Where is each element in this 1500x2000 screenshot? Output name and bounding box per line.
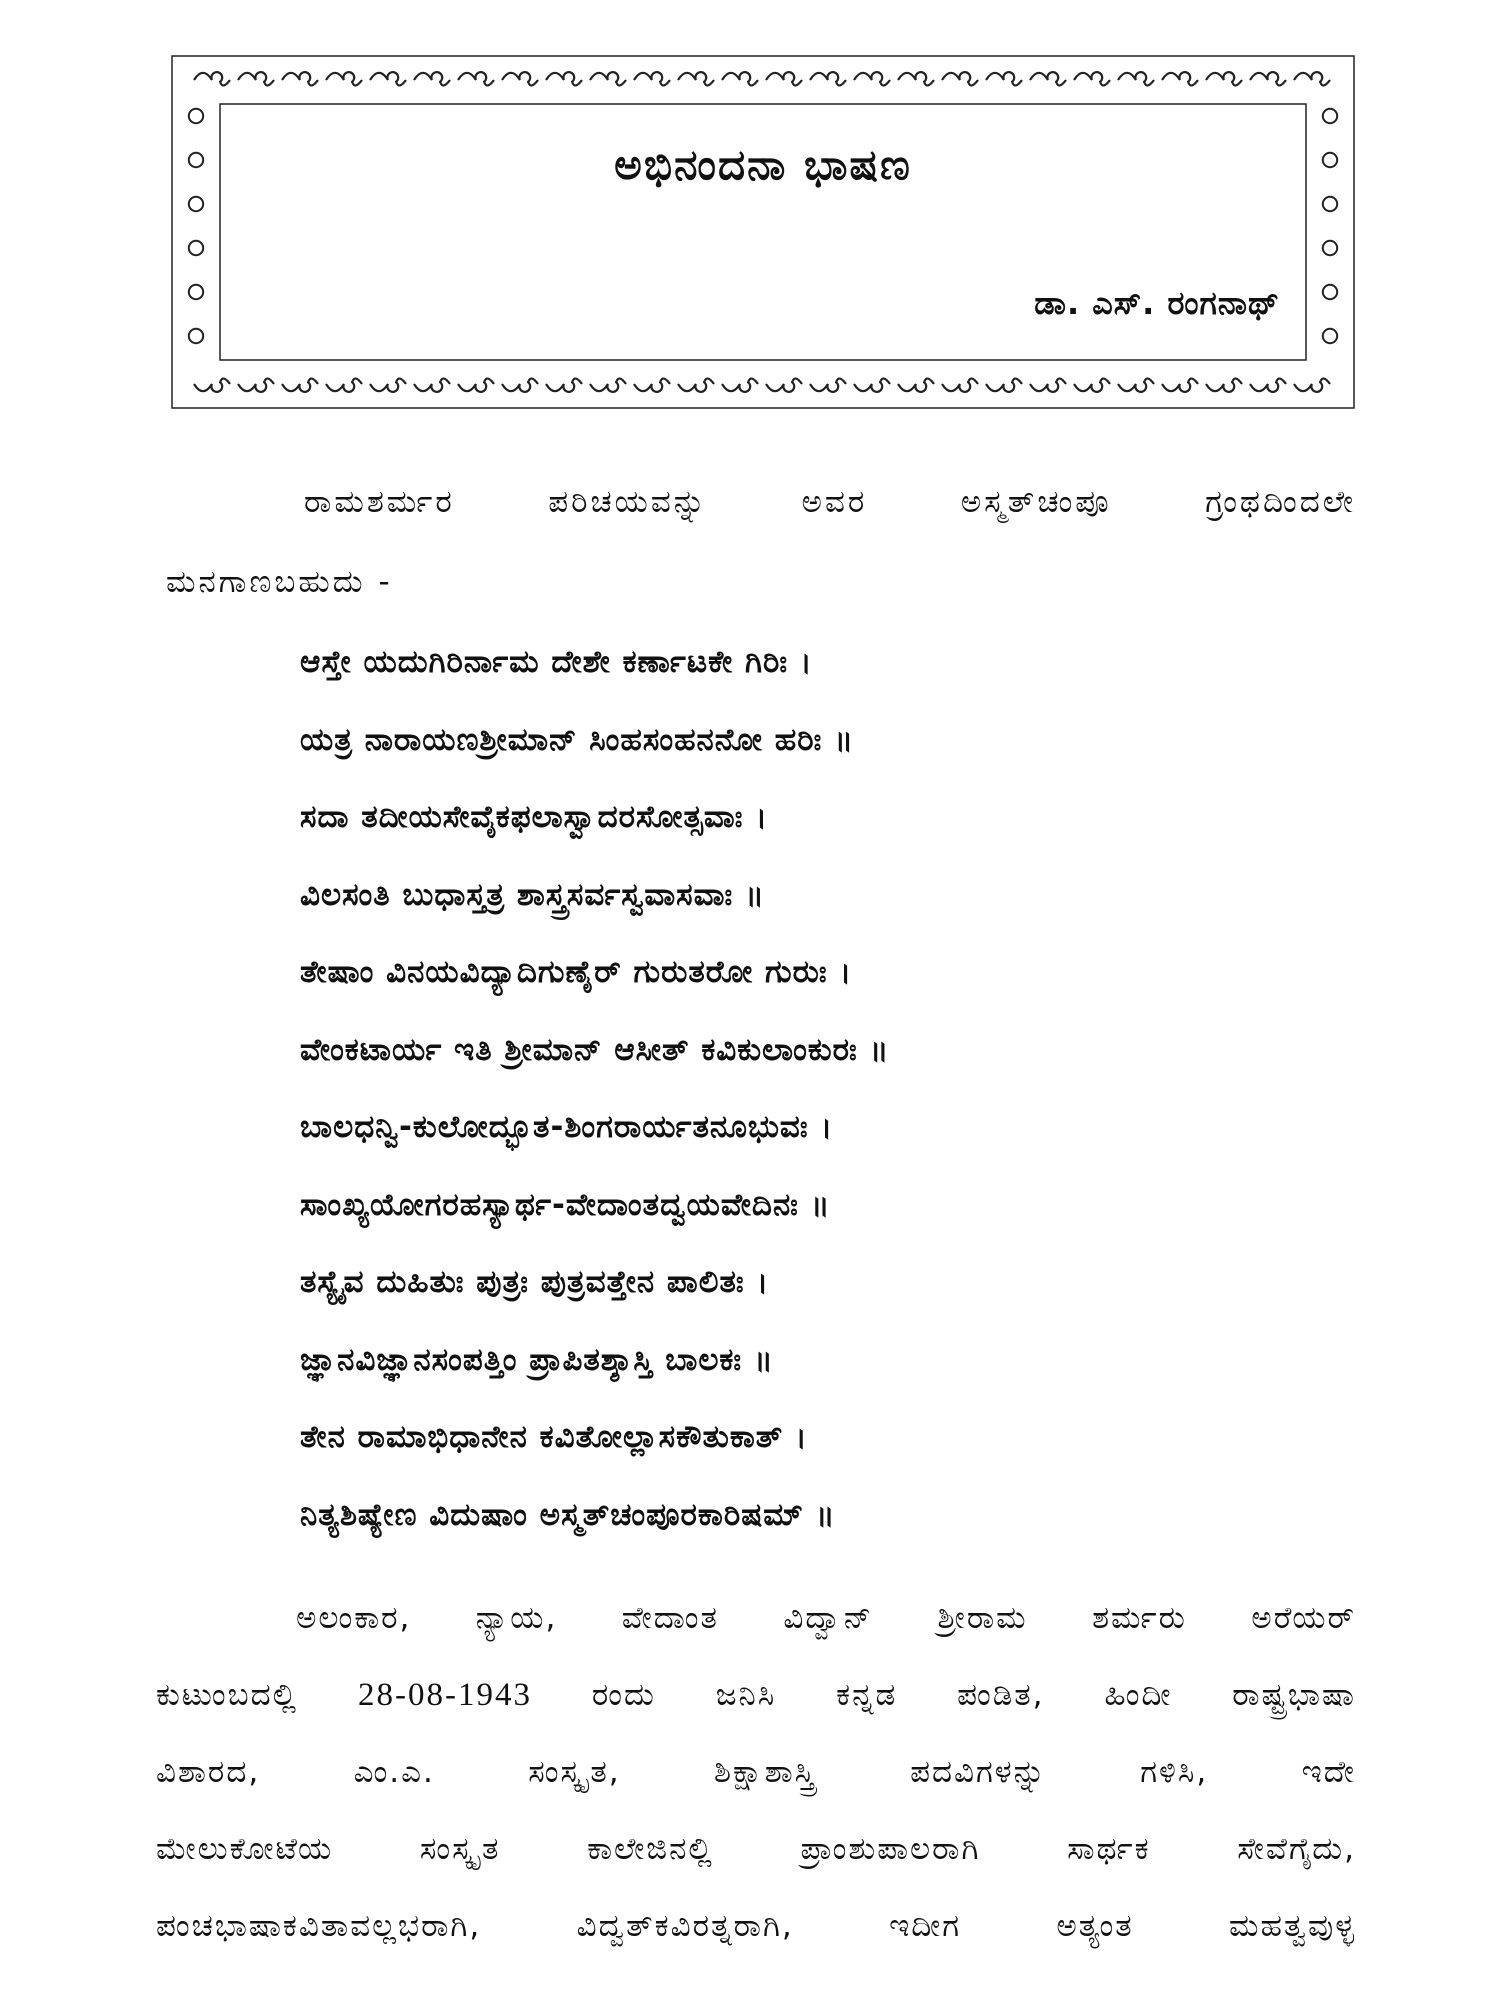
scroll-ornament (1323, 241, 1337, 255)
paragraph-line: ಮೇಲುಕೋಟೆಯ ಸಂಸ್ಕೃತ ಕಾಲೇಜಿನಲ್ಲಿ ಪ್ರಾಂಶುಪಾಲರಾಗಿ ಸಾರ್ಥಕ ಸೇವೆಗೈದು, (156, 1831, 1356, 1867)
scroll-ornament (326, 72, 362, 85)
body-paragraph (156, 1580, 1356, 1965)
paragraph-line (156, 1657, 1356, 1734)
ornamental-border (168, 52, 1358, 412)
scroll-ornament (1294, 72, 1330, 85)
intro-line: ಮನಗಾಣಬಹುದು - (166, 564, 393, 600)
scroll-ornament (590, 379, 626, 392)
paragraph-line: ಅಲಂಕಾರ, ನ್ಯಾಯ, ವೇದಾಂತ ವಿದ್ವಾನ್ ಶ್ರೀರಾಮ ಶರ್ಮರು ಅರೆಯರ್ (296, 1600, 1356, 1636)
intro-paragraph (166, 462, 1356, 622)
author-name: ಡಾ. ಎಸ್. ರಂಗನಾಥ್ (1034, 284, 1280, 322)
scroll-ornament (1206, 379, 1242, 392)
verse-line: ಸದಾ ತದೀಯಸೇವೈಕಫಲಾಸ್ವಾದರಸೋತ್ಸವಾಃ । (300, 799, 768, 835)
scroll-ornament (986, 379, 1022, 392)
verse-line: ವೇಂಕಟಾರ್ಯ ಇತಿ ಶ್ರೀಮಾನ್ ಆಸೀತ್ ಕವಿಕುಲಾಂಕುರಃ ॥ (300, 1031, 890, 1068)
scroll-ornament (1294, 379, 1330, 392)
verse-line: ತಸ್ಯೈವ ದುಹಿತುಃ ಪುತ್ರಃ ಪುತ್ರವತ್ತೇನ ಪಾಲಿತಃ । (300, 1264, 770, 1300)
scroll-ornament (189, 197, 203, 211)
scroll-ornament (238, 72, 274, 85)
verse-line: ಬಾಲಧನ್ವಿ-ಕುಲೋದ್ಭೂತ-ಶಿಂಗರಾರ್ಯತನೂಭುವಃ । (300, 1109, 834, 1145)
scroll-ornament (502, 72, 538, 85)
scroll-ornament (282, 379, 318, 392)
verse-line: ನಿತ್ಯಶಿಷ್ಯೇಣ ವಿದುಷಾಂ ಅಸ್ಮತ್‌ಚಂಪೂರಕಾರಿಷಮ್ ॥ (300, 1496, 836, 1533)
scroll-ornament (1323, 285, 1337, 299)
scroll-ornament (678, 379, 714, 392)
frame-rule (172, 56, 1354, 408)
scroll-ornament (414, 379, 450, 392)
scroll-ornament (370, 379, 406, 392)
scroll-ornament (1118, 379, 1154, 392)
scroll-ornament (854, 72, 890, 85)
scroll-ornament (1030, 379, 1066, 392)
scroll-ornament (546, 72, 582, 85)
scroll-ornament (898, 379, 934, 392)
scroll-ornament (326, 379, 362, 392)
birth-date: 28-08-1943 (357, 1677, 532, 1713)
scroll-ornament (1074, 379, 1110, 392)
scroll-ornament (502, 379, 538, 392)
paragraph-line: ಪಂಚಭಾಷಾಕವಿತಾವಲ್ಲಭರಾಗಿ, ವಿದ್ವತ್‌ಕವಿರತ್ನರಾಗಿ, ಇದೀಗ ಅತ್ಯಂತ ಮಹತ್ವವುಳ್ಳ (156, 1908, 1356, 1944)
scroll-ornament (942, 72, 978, 85)
scroll-ornament (854, 379, 890, 392)
scroll-ornament (898, 72, 934, 85)
scroll-ornament (1206, 72, 1242, 85)
verse-line: ವಿಲಸಂತಿ ಬುಧಾಸ್ತತ್ರ ಶಾಸ್ತ್ರಸರ್ವಸ್ವವಾಸವಾಃ ॥ (300, 876, 765, 913)
scroll-ornament (1250, 72, 1286, 85)
verse-line: ತೇಷಾಂ ವಿನಯವಿದ್ಯಾದಿಗುಣೈರ್ ಗುರುತರೋ ಗುರುಃ । (300, 954, 853, 990)
header-frame (168, 52, 1358, 412)
scroll-ornament (189, 241, 203, 255)
verse-line: ಸಾಂಖ್ಯಯೋಗರಹಸ್ಯಾರ್ಥ-ವೇದಾಂತದ್ವಯವೇದಿನಃ ॥ (300, 1186, 831, 1223)
scroll-ornament (189, 109, 203, 123)
scroll-ornament (634, 379, 670, 392)
scroll-ornament (1323, 329, 1337, 343)
scroll-ornament (1030, 72, 1066, 85)
scroll-ornament (370, 72, 406, 85)
verse-block (300, 624, 1300, 1554)
scroll-ornament (194, 379, 230, 392)
scroll-ornament (194, 72, 230, 85)
scroll-ornament (634, 72, 670, 85)
verse-line: ಜ್ಞಾನವಿಜ್ಞಾನಸಂಪತ್ತಿಂ ಪ್ರಾಪಿತಶ್ಶಾಸ್ತಿ ಬಾಲಕಃ ॥ (300, 1341, 774, 1378)
scroll-ornament (766, 379, 802, 392)
page-title: ಅಭಿನಂದನಾ ಭಾಷಣ (614, 140, 912, 189)
scroll-ornament (722, 379, 758, 392)
scroll-ornament (546, 379, 582, 392)
scroll-ornament (1162, 72, 1198, 85)
scroll-ornament (1162, 379, 1198, 392)
scroll-ornament (722, 72, 758, 85)
scroll-ornament (282, 72, 318, 85)
verse-line: ಯತ್ರ ನಾರಾಯಣಶ್ರೀಮಾನ್ ಸಿಂಹಸಂಹನನೋ ಹರಿಃ ॥ (300, 721, 855, 758)
verse-line: ತೇನ ರಾಮಾಭಿಧಾನೇನ ಕವಿತೋಲ್ಲಾಸಕೌತುಕಾತ್ । (300, 1419, 808, 1455)
paragraph-line: ವಿಶಾರದ, ಎಂ.ಎ. ಸಂಸ್ಕೃತ, ಶಿಕ್ಷಾಶಾಸ್ತ್ರಿ ಪದವಿಗಳನ್ನು ಗಳಿಸಿ, ಇದೇ (156, 1754, 1356, 1790)
verse-line: ಆಸ್ತೇ ಯದುಗಿರಿರ್ನಾಮ ದೇಶೇ ಕರ್ಣಾಟಕೇ ಗಿರಿಃ । (300, 644, 813, 680)
scroll-ornament (810, 72, 846, 85)
scroll-ornament (1118, 72, 1154, 85)
scroll-ornament (986, 72, 1022, 85)
intro-line: ರಾಮಶರ್ಮರ ಪರಿಚಯವನ್ನು ಅವರ ಅಸ್ಮತ್‌ಚಂಪೂ ಗ್ರಂಥದಿಂದಲೇ (304, 484, 1356, 520)
scroll-ornament (238, 379, 274, 392)
scroll-ornament (414, 72, 450, 85)
scroll-ornament (678, 72, 714, 85)
scroll-ornament (590, 72, 626, 85)
scroll-ornament (1323, 197, 1337, 211)
scroll-ornament (189, 329, 203, 343)
scroll-ornament (458, 379, 494, 392)
paragraph-text: ಕುಟುಂಬದಲ್ಲಿ (156, 1677, 358, 1713)
scroll-ornament (766, 72, 802, 85)
scroll-ornament (1323, 109, 1337, 123)
paragraph-text: ರಂದು ಜನಿಸಿ ಕನ್ನಡ ಪಂಡಿತ, ಹಿಂದೀ ರಾಷ್ಟ್ರಭಾಷಾ (531, 1677, 1356, 1713)
scroll-ornament (458, 72, 494, 85)
scroll-ornament (189, 285, 203, 299)
scroll-ornament (942, 379, 978, 392)
scroll-ornament (1250, 379, 1286, 392)
scroll-ornament (1074, 72, 1110, 85)
scroll-ornament (810, 379, 846, 392)
